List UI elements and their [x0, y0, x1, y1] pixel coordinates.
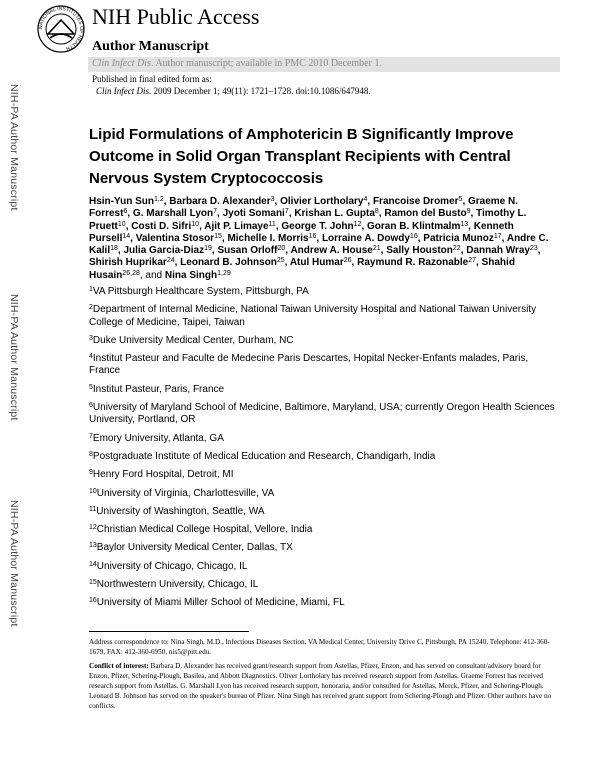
- author-name: Andrew A. House: [290, 245, 373, 257]
- affiliation-number: 8: [89, 450, 93, 458]
- author-list: Hsin-Yun Sun$^{1,2}$, Barbara D. Alexander$^3$, Olivier Lortholary$^4$, Francoise Dromer$^5$, Graeme N. Forrest$^6$, G. Marshall Lyon$^7$, Jyoti Somani$^7$, Krishan L. Gupta$^8$, Ramon del Busto$^9$, Timothy L. Pruett$^{10}$, Costi D. Sifri$^{10}$, Ajit P. Limaye$^{11}$, George T. John$^{12}$, Goran B. Klintmalm$^{13}$, Kenneth Pursell$^{14}$, Valentina Stosor$^{15}$, Michelle I. Morris$^{16}$, Lorraine A. Dowdy$^{16}$, Patricia Munoz$^{17}$, Andre C. Kalil$^{18}$, Julia Garcia-Diaz$^{19}$, Susan Orloff$^{20}$, Andrew A. House$^{21}$, Sally Houston$^{22}$, Dannah Wray$^{23}$, Shirish Huprikar$^{24}$, Leonard B. Johnson$^{25}$, Atul Humar$^{26}$, Raymund R. Razonable$^{27}$, Shahid Husain$^{26,28}$, and Nina Singh$^{1,29}$: [89, 196, 549, 281]
- side-label-top: NIH-PA Author Manuscript: [8, 84, 20, 211]
- affiliation-text: Northwestern University, Chicago, IL: [96, 579, 259, 591]
- author-and: , and: [139, 269, 165, 281]
- footnote-rule: [89, 631, 249, 632]
- affiliation-text: University of Washington, Seattle, WA: [96, 505, 265, 517]
- author-name: Barbara D. Alexander: [169, 196, 271, 207]
- author-affiliation-ref: 4: [363, 196, 368, 203]
- author-name: Hsin-Yun Sun: [89, 196, 154, 207]
- affiliation-number: 14: [89, 560, 97, 568]
- affiliation-item: [89, 384, 559, 396]
- article-title: Lipid Formulations of Amphotericin B Significantly Improve Outcome in Solid Organ Transplant Recipients with Central Nervous System Cryptococcosis: [89, 126, 514, 187]
- published-in-label: Published in final edited form as:: [92, 74, 212, 84]
- author-name: Shirish Huprikar: [89, 257, 167, 269]
- affiliation-number: 3: [89, 334, 93, 342]
- author-name: Dannah Wray: [466, 245, 530, 257]
- author-affiliation-ref: 19: [204, 245, 212, 253]
- affiliation-text: University of Chicago, Chicago, IL: [96, 560, 248, 572]
- affiliation-text: University of Miami Miller School of Medicine, Miami, FL: [96, 597, 345, 609]
- affiliation-number: 11: [89, 505, 97, 513]
- affiliation-text: University of Virginia, Charlottesville, VA: [96, 487, 275, 499]
- author-affiliation-ref: 10: [191, 220, 200, 228]
- affiliation-item: [89, 402, 559, 427]
- affiliation-number: 9: [89, 469, 93, 477]
- author-affiliation-ref: 5: [458, 196, 463, 203]
- affiliation-item: [89, 579, 559, 591]
- author-name: Graeme N. Forrest: [89, 196, 519, 220]
- author-affiliation-ref: 7: [213, 208, 218, 216]
- affiliation-text: Institut Pasteur, Paris, France: [92, 383, 225, 395]
- author-name: Timothy L. Pruett: [89, 208, 527, 232]
- author-affiliation-ref: 1,2: [154, 196, 164, 203]
- affiliation-item: [89, 488, 559, 500]
- author-affiliation-ref: 27: [468, 257, 477, 265]
- conflict-note: [89, 661, 559, 711]
- conflict-label: Conflict of interest:: [89, 662, 149, 670]
- affiliation-number: 7: [89, 432, 93, 440]
- author-name: Costi D. Sifri: [131, 220, 192, 232]
- affiliation-number: 13: [89, 542, 97, 550]
- affiliation-item: [89, 542, 559, 554]
- author-affiliation-ref: 23: [530, 245, 538, 253]
- author-affiliation-ref: 12: [353, 220, 362, 228]
- author-name: Andre C. Kalil: [89, 232, 549, 257]
- affiliation-text: VA Pittsburgh Healthcare System, Pittsburgh, PA: [92, 286, 309, 297]
- author-name: Valentina Stosor: [135, 232, 215, 244]
- author-name: Shahid Husain: [89, 257, 515, 281]
- author-name: Kenneth Pursell: [89, 220, 514, 244]
- affiliation-item: [89, 451, 559, 463]
- affiliation-item: [89, 286, 559, 298]
- author-name: Jyoti Somani: [222, 208, 285, 220]
- author-affiliation-ref: 11: [268, 220, 276, 228]
- author-affiliation-ref: 14: [122, 232, 131, 240]
- citation-journal: Clin Infect Dis: [96, 86, 149, 96]
- author-name: Susan Orloff: [217, 245, 278, 257]
- author-affiliation-ref: 18: [110, 245, 118, 253]
- author-name: Krishan L. Gupta: [294, 208, 375, 220]
- affiliation-number: 16: [89, 597, 97, 605]
- affiliation-text: Postgraduate Institute of Medical Education and Research, Chandigarh, India: [92, 450, 436, 462]
- affiliation-item: [89, 524, 559, 536]
- author-name: Ajit P. Limaye: [204, 220, 269, 232]
- affiliation-text: Emory University, Atlanta, GA: [92, 432, 224, 444]
- affiliation-text: Department of Internal Medicine, National Taiwan University Hospital and National Taiwan University College of Medicine, Taipei, Taiwan: [89, 304, 537, 328]
- correspondence-note: Address correspondence to: Nina Singh, M.D., Infectious Diseases Section, VA Medical Center, University Drive C, Pittsburgh, PA 15240, Telephone: 412-360-1679, FAX: 412-360-6950, nis5@pitt.edu.: [89, 638, 550, 656]
- nih-public-access-title: NIH Public Access: [92, 4, 260, 29]
- author-name: Ramon del Busto: [384, 208, 467, 220]
- author-name: Olivier Lortholary: [280, 196, 364, 207]
- author-name: Nina Singh: [164, 269, 218, 281]
- availability-line: Clin Infect Dis. Author manuscript; available in PMC 2010 December 1.: [92, 58, 382, 69]
- author-name: George T. John: [281, 220, 354, 232]
- affiliation-text: Henry Ford Hospital, Detroit, MI: [92, 469, 234, 481]
- author-affiliation-ref: 3: [270, 196, 275, 203]
- author-affiliation-ref: 26,28: [122, 269, 140, 277]
- side-label-middle: NIH-PA Author Manuscript: [8, 294, 20, 421]
- author-name: Julia Garcia-Diaz: [123, 245, 205, 257]
- author-affiliation-ref: 7: [284, 208, 289, 216]
- author-affiliation-ref: 22: [452, 245, 461, 253]
- author-name: Sally Houston: [386, 245, 453, 257]
- author-name: Lorraine A. Dowdy: [321, 232, 410, 244]
- affiliation-item: [89, 353, 559, 378]
- author-affiliation-ref: 8: [374, 208, 379, 216]
- affiliation-list: [89, 286, 559, 616]
- citation-line: [96, 86, 371, 97]
- author-affiliation-ref: 17: [493, 232, 502, 240]
- affiliation-item: [89, 469, 559, 481]
- affiliation-item: [89, 506, 559, 518]
- nih-logo: [36, 4, 86, 54]
- affiliation-number: 1: [89, 286, 93, 293]
- author-affiliation-ref: 1,29: [217, 269, 231, 277]
- author-affiliation-ref: 25: [276, 257, 285, 265]
- author-affiliation-ref: 9: [466, 208, 471, 216]
- affiliation-number: 15: [89, 579, 97, 587]
- affiliation-number: 12: [89, 524, 97, 532]
- citation-details: . 2009 December 1; 49(11): 1721–1728. doi:10.1086/647948.: [149, 86, 371, 96]
- affiliation-number: 4: [89, 353, 93, 361]
- author-name: Patricia Munoz: [423, 232, 494, 244]
- author-name: Atul Humar: [289, 257, 344, 269]
- affiliation-item: [89, 433, 559, 445]
- affiliation-text: Duke University Medical Center, Durham, NC: [92, 334, 294, 346]
- affiliation-item: [89, 597, 559, 609]
- author-affiliation-ref: 10: [117, 220, 126, 228]
- affiliation-text: Baylor University Medical Center, Dallas, TX: [96, 542, 293, 554]
- author-affiliation-ref: 24: [166, 257, 175, 265]
- affiliation-number: 6: [89, 402, 93, 410]
- author-affiliation-ref: 13: [460, 220, 469, 228]
- author-name: Raymund R. Razonable: [357, 257, 469, 269]
- affiliation-number: 10: [89, 487, 97, 495]
- author-name: Michelle I. Morris: [227, 232, 309, 244]
- author-manuscript-label: Author Manuscript: [92, 39, 209, 54]
- affiliation-text: Christian Medical College Hospital, Vellore, India: [96, 524, 313, 536]
- conflict-text: Barbara D. Alexander has received grant/research support from Astellas, Pfizer, Enzon, and has served on consultant/advisory board for Enzon, Pfizer, Schering-Plough, Basilea, and Abbott Diagnostics. Oliver Lortholary has received research support from Astellas. Graeme Forrest has received research support from Astellas. G. Marshall Lyon has received research support, honoraria, and/or consulted for Astellas, Merck, Pfizer, and Schering-Plough. Leonard B. Johnson has served on the speaker's bureau of Pfizer. Nina Singh has received grant support from Schering-Plough and Pfizer. Other authors have no conflicts.: [89, 662, 552, 710]
- footnotes: [89, 637, 559, 715]
- side-label-bottom: NIH-PA Author Manuscript: [8, 500, 20, 627]
- affiliation-text: Institut Pasteur and Faculte de Medecine Paris Descartes, Hopital Necker-Enfants malades, Paris, France: [89, 353, 529, 377]
- affiliation-number: 2: [89, 304, 93, 312]
- author-affiliation-ref: 6: [123, 208, 128, 216]
- affiliation-item: [89, 304, 559, 329]
- author-affiliation-ref: 15: [214, 232, 222, 240]
- logo-ring-text: NATIONAL INSTITUTES OF HEALTH: [37, 5, 85, 52]
- author-affiliation-ref: 26: [343, 257, 352, 265]
- affiliation-text: University of Maryland School of Medicine, Baltimore, Maryland, USA; currently Oregon Health Sciences University, Portland, OR: [89, 402, 555, 426]
- affiliation-item: [89, 561, 559, 573]
- author-affiliation-ref: 20: [277, 245, 286, 253]
- author-name: G. Marshall Lyon: [132, 208, 214, 220]
- affiliation-number: 5: [89, 383, 93, 391]
- author-affiliation-ref: 16: [409, 232, 418, 240]
- author-affiliation-ref: 16: [308, 232, 317, 240]
- author-name: Leonard B. Johnson: [180, 257, 277, 269]
- author-name: Francoise Dromer: [372, 196, 459, 207]
- affiliation-item: [89, 335, 559, 347]
- author-affiliation-ref: 21: [372, 245, 381, 253]
- author-name: Goran B. Klintmalm: [367, 220, 461, 232]
